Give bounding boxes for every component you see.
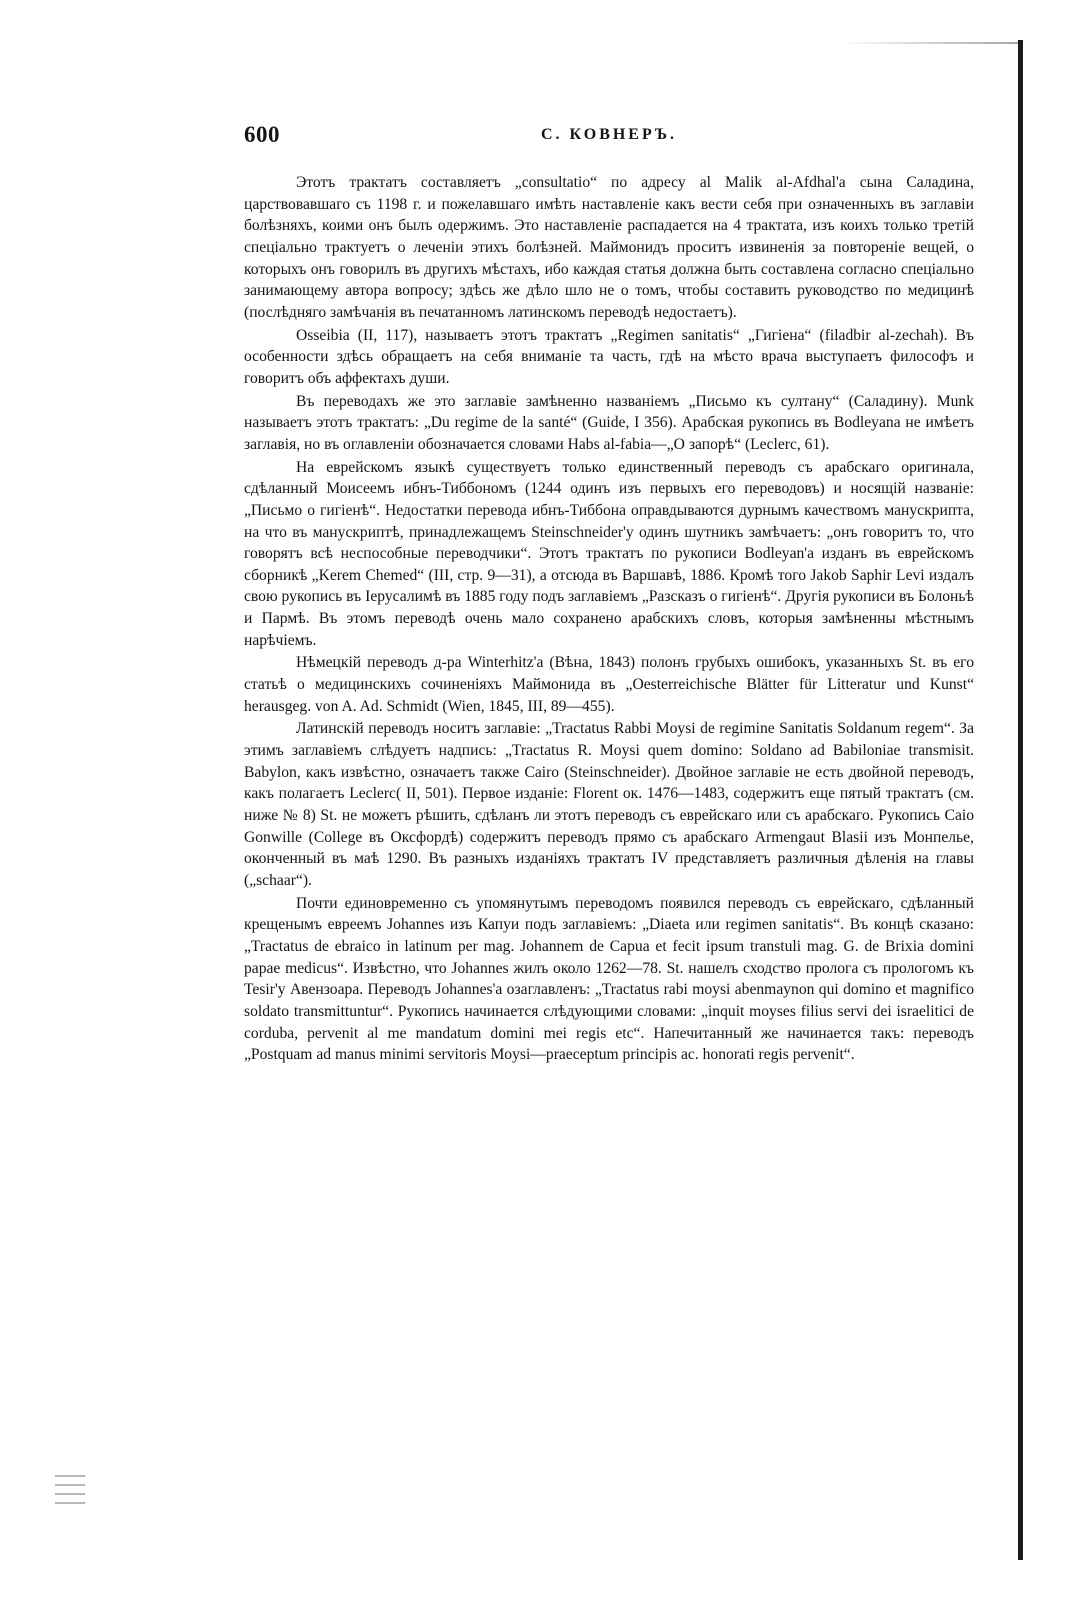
- text-body: [244, 172, 974, 1066]
- scan-smudge: [838, 42, 1018, 44]
- paragraph-osseibia: Osseibia (II, 117), называетъ этотъ трактатъ „Regimen sanitatis“ „Гигіена“ (filadbir al-zechah). Въ особенности здѣсь обращаетъ на себя вниманіе та часть, гдѣ на мѣсто врача выступаетъ философъ и говоритъ объ аффектахъ души.: [244, 326, 974, 387]
- scan-marks: [55, 1475, 85, 1515]
- scan-edge-border: [1018, 40, 1023, 1560]
- paragraph-translations: Въ переводахъ же это заглавіе замѣненно названіемъ „Письмо къ султану“ (Саладину). Munk называетъ этотъ трактатъ: „Du regime de la santé“ (Guide, I 356). Арабская рукопись въ Bodleyana не имѣетъ заглавія, но въ оглавленіи обозначается словами Habs al-fabia—„О запорѣ“ (Leclerc, 61).: [244, 392, 974, 453]
- paragraph-johannes-translation: Почти единовременно съ упомянутымъ переводомъ появился переводъ съ еврейскаго, сдѣланный крещенымъ евреемъ Johannes изъ Капуи подъ заглавіемъ: „Diaeta или regimen sanitatis“. Въ концѣ сказано: „Tractatus de ebraico in latinum per mag. Johannem de Capua et fecit ipsum transtuli mag. G. de Brixia domini papae medicus“. Извѣстно, что Johannes жилъ около 1262—78. St. нашелъ сходство пролога съ прологомъ къ Tesir'у Авензоара. Переводъ Johannes'a озаглавленъ: „Tractatus rabi moysi abenmaynon qui domino et magnifico soldato transmittuntur“. Рукопись начинается слѣдующими словами: „inquit moyses filius servi dei israelitici de corduba, pervenit al me mandatum domini mei regis etc“. Напечитанный же начинается такъ: переводъ „Postquam ad manus minimi servitoris Moysi—praeceptum principis ac. honorati regis pervenit“.: [244, 894, 974, 1064]
- paragraph-german-translation: Нѣмецкій переводъ д-ра Winterhitz'a (Вѣна, 1843) полонъ грубыхъ ошибокъ, указанныхъ St. въ его статьѣ о медицинскихъ сочиненіяхъ Маймонида въ „Oesterreichische Blätter für Litteratur und Kunst“ herausgeg. von A. Ad. Schmidt (Wien, 1845, III, 89—455).: [244, 654, 974, 715]
- paragraph-hebrew-translation: На еврейскомъ языкѣ существуетъ только единственный переводъ съ арабскаго оригинала, сдѣланный Моисеемъ ибнъ-Тиббономъ (1244 одинъ изъ первыхъ его переводовъ) и носящій названіе: „Письмо о гигіенѣ“. Недостатки перевода ибнъ-Тиббона оправдываются дурнымъ качествомъ манускрипта, на что въ манускриптѣ, принадлежащемъ Steinschneider'у одинъ шутникъ замѣчаетъ: „онъ говоритъ то, что говорятъ всѣ неспособные переводчики“. Этотъ трактатъ по рукописи Bodleyan'a изданъ въ еврейскомъ сборникѣ „Kerem Chemed“ (III, стр. 9—31), а отсюда въ Варшавѣ, 1886. Кромѣ того Jakob Saphir Levi издалъ свою рукопись въ Іерусалимѣ въ 1885 году подъ заглавіемъ „Разсказъ о гигіенѣ“. Другія рукописи въ Болоньѣ и Пармѣ. Въ этомъ переводѣ очень мало сохранено арабскихъ словъ, которыя замѣненны мѣстнымъ нарѣчіемъ.: [244, 458, 974, 649]
- page-header: [244, 122, 974, 154]
- paragraph-consultatio: Этотъ трактатъ составляетъ „consultatio“ по адресу al Malik al-Afdhal'a сына Саладина, царствовавшаго съ 1198 г. и пожелавшаго имѣть наставленіе какъ вести себя при означенныхъ въ заглавіи болѣзняхъ, коими онъ былъ одержимъ. Это наставленіе распадается на 4 трактата, изъ коихъ только третій спеціально трактуетъ о леченіи этихъ болѣзней. Маймонидъ проситъ извиненія за повтореніе вещей, о которыхъ онъ говорилъ въ другихъ мѣстахъ, ибо каждая статья должна быть составлена согласно спеціально занимающему автора вопросу; здѣсь же дѣло шло не о томъ, чтобы составить руководство по медицинѣ (послѣдняго замѣчанія въ печатанномъ латинскомъ переводѣ недостаетъ).: [244, 174, 974, 321]
- page-number: 600: [244, 122, 280, 147]
- running-head: С. КОВНЕРЪ.: [540, 126, 677, 143]
- paragraph-latin-translation: Латинскій переводъ носитъ заглавіе: „Tractatus Rabbi Moysi de regimine Sanitatis Soldanum regem“. За этимъ заглавіемъ слѣдуетъ надпись: „Tractatus R. Moysi quem domino: Soldano ad Babiloniae transmisit. Babylon, какъ извѣстно, означаетъ также Cairo (Steinschneider). Двойное заглавіе не есть двойной переводъ, какъ полагаетъ Leclerc( II, 501). Первое изданіе: Florent ок. 1476—1483, содержитъ еще пятый трактатъ (см. ниже № 8) St. не можетъ рѣшить, сдѣланъ ли этотъ переводъ съ еврейскаго или съ арабскаго. Рукопись Caio Gonwille (College въ Оксфордѣ) содержитъ переводъ прямо съ арабскаго Armengaut Blasii изъ Монпелье, оконченный въ маѣ 1290. Въ разныхъ изданіяхъ трактатъ IV представляетъ различныя дѣленія на главы („schaar“).: [244, 720, 974, 889]
